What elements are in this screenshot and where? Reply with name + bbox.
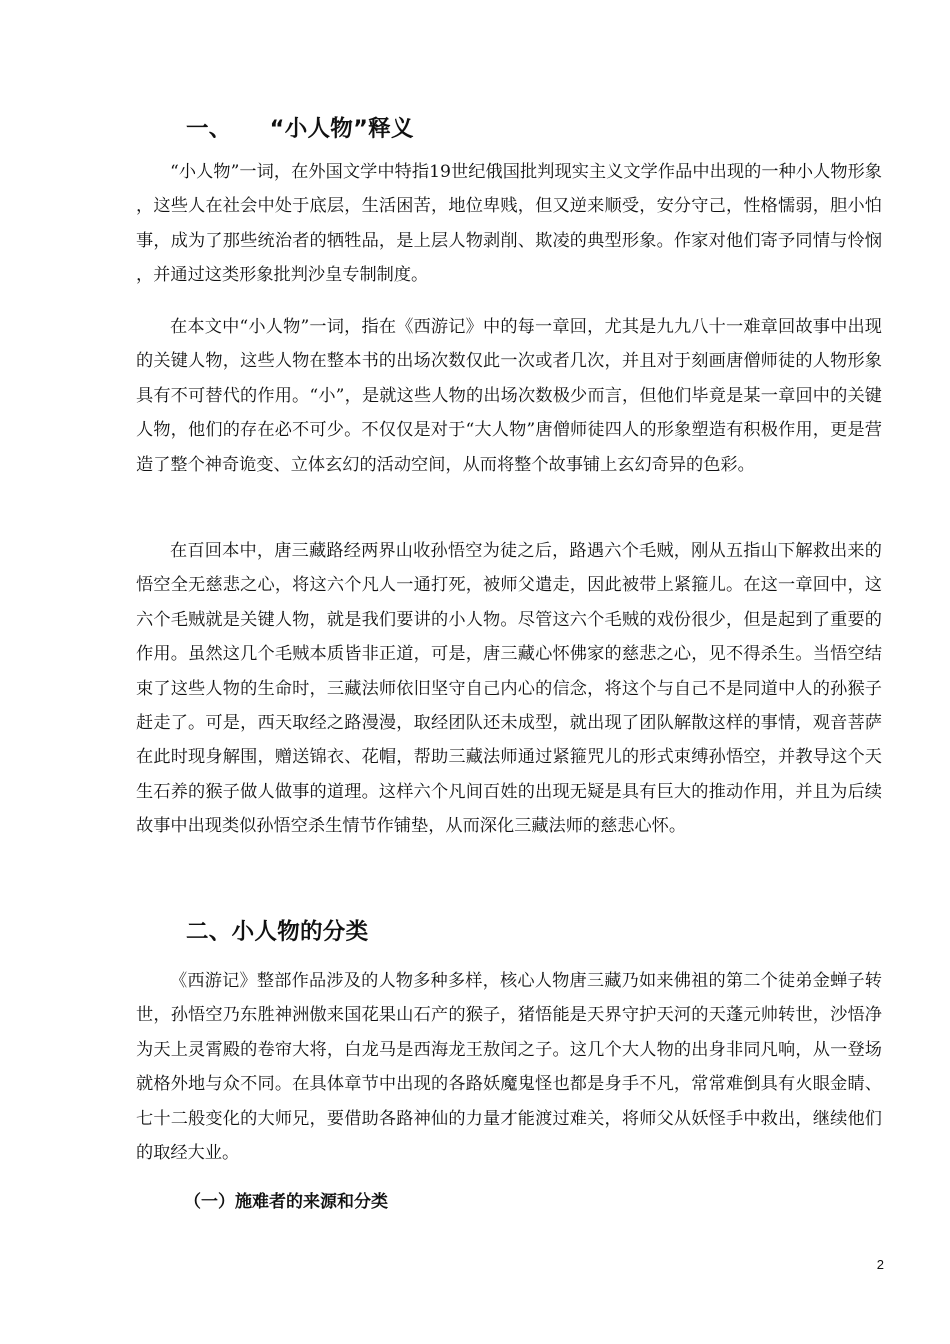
paragraph: 在本文中“小人物”一词，指在《西游记》中的每一章回，尤其是九九八十一难章回故事中出现的关键人物，这些人物在整本书的出场次数仅此一次或者几次，并且对于刻画唐僧师徒的人物形象具有不可替代的作用。“小”，是就这些人物的出场次数极少而言，但他们毕竟是某一章回中的关键人物，他们的存在必不可少。不仅仅是对于“大人物”唐僧师徒四人的形象塑造有积极作用，更是营造了整个神奇诡变、立体玄幻的活动空间，从而将整个故事铺上玄幻奇异的色彩。 xyxy=(136,317,882,475)
paragraph: 《西游记》整部作品涉及的人物多种多样，核心人物唐三藏乃如来佛祖的第二个徒弟金蝉子转世，孙悟空乃东胜神洲傲来国花果山石产的猴子，猪悟能是天界守护天河的天蓬元帅转世，沙悟净为天上灵霄殿的卷帘大将，白龙马是西海龙王敖闰之子。这几个大人物的出身非同凡响，从一登场就格外地与众不同。在具体章节中出现的各路妖魔鬼怪也都是身手不凡，常常难倒具有火眼金睛、七十二般变化的大师兄，要借助各路神仙的力量才能渡过难关，将师父从妖怪手中救出，继续他们的取经大业。 xyxy=(136,971,882,1164)
section-number: 一、 xyxy=(186,116,232,142)
section-heading-1 xyxy=(186,114,414,144)
page-number: 2 xyxy=(876,1257,884,1272)
section-heading-2: 二、小人物的分类 xyxy=(186,919,369,945)
paragraph: 在百回本中，唐三藏路经两界山收孙悟空为徒之后，路遇六个毛贼，刚从五指山下解救出来的悟空全无慈悲之心，将这六个凡人一通打死，被师父遣走，因此被带上紧箍儿。在这一章回中，这六个毛贼就是关键人物，就是我们要讲的小人物。尽管这六个毛贼的戏份很少，但是起到了重要的作用。虽然这几个毛贼本质皆非正道，可是，唐三藏心怀佛家的慈悲之心，见不得杀生。当悟空结束了这些人物的生命时，三藏法师依旧坚守自己内心的信念，将这个与自己不是同道中人的孙猴子赶走了。可是，西天取经之路漫漫，取经团队还未成型，就出现了团队解散这样的事情，观音菩萨在此时现身解围，赠送锦衣、花帽，帮助三藏法师通过紧箍咒儿的形式束缚孙悟空，并教导这个天生石养的猴子做人做事的道理。这样六个凡间百姓的出现无疑是具有巨大的推动作用，并且为后续故事中出现类似孙悟空杀生情节作铺垫，从而深化三藏法师的慈悲心怀。 xyxy=(136,541,882,837)
section-title: “小人物”释义 xyxy=(269,116,414,142)
paragraph: “小人物”一词，在外国文学中特指19世纪俄国批判现实主义文学作品中出现的一种小人物形象，这些人在社会中处于底层，生活困苦，地位卑贱，但又逆来顺受，安分守己，性格懦弱，胆小怕事，成为了那些统治者的牺牲品，是上层人物剥削、欺凌的典型形象。作家对他们寄予同情与怜悯，并通过这类形象批判沙皇专制制度。 xyxy=(136,162,882,286)
subsection-heading: （一）施难者的来源和分类 xyxy=(184,1192,388,1212)
